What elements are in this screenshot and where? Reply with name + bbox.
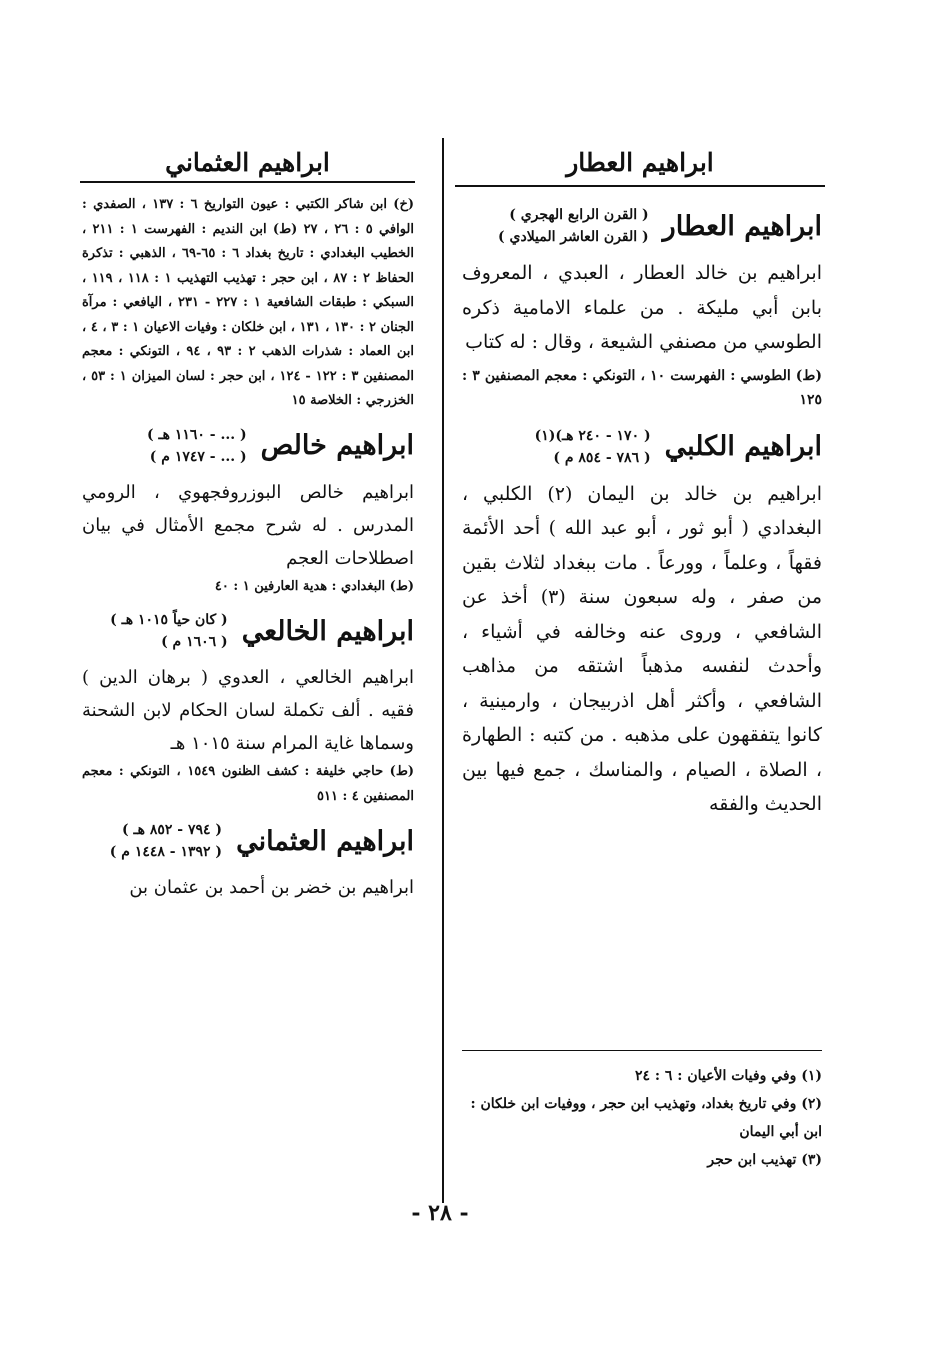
entry-dates (498, 204, 649, 248)
entry-name: ابراهيم خالص (260, 430, 414, 461)
entry-ibrahim-al-attar (462, 204, 822, 413)
running-header-right: ابراهيم العطار (566, 148, 714, 177)
entry-body: ابراهيم بن خضر بن أحمد بن عثمان بن (129, 877, 414, 898)
date-gregorian: ( ٧٨٦ - ٨٥٤ م ) (553, 449, 651, 466)
entry-title (462, 204, 822, 248)
footnote-rule (462, 1050, 822, 1051)
date-hijri: ( ١٧٠ - ٢٤٠ هـ)(١) (534, 427, 651, 444)
entry-sources: (ط) الطوسي : الفهرست ١٠ ، التونكي : معجم المصنفين ٣ : ١٢٥ (462, 367, 823, 408)
date-gregorian: ( القرن العاشر الميلادي ) (498, 229, 649, 245)
entry-title (462, 425, 822, 469)
page-number: - ٢٨ - (411, 1200, 469, 1226)
entry-name: ابراهيم العثماني (236, 825, 414, 857)
entry-dates (147, 424, 247, 468)
entry-sources: (ط) حاجي خليفة : كشف الظنون ١٥٤٩ ، التونكي : معجم المصنفين ٤ : ٥١١ (82, 764, 414, 804)
entry-title (82, 819, 414, 863)
entry-body: ابراهيم بن خالد العطار ، العبدي ، المعروف بابن أبي مليكة . من علماء الامامية ذكره الطوسي من مصنفي الشيعة ، وقال : له كتاب (462, 262, 822, 353)
entry-ibrahim-al-khaliI (82, 609, 414, 809)
footnote: (١) وفي وفيات الأعيان : ٦ : ٢٤ (634, 1068, 822, 1084)
entry-name: ابراهيم الخالعي (241, 615, 414, 647)
entry-dates (110, 819, 222, 863)
entry-dates (535, 425, 651, 469)
date-hijri: ( ٧٩٤ - ٨٥٢ هـ ) (122, 822, 223, 838)
column-divider (442, 138, 444, 1203)
date-hijri: ( القرن الرابع الهجري ) (509, 207, 649, 223)
entry-ibrahim-khalis (82, 424, 414, 600)
date-hijri: ( ... - ١١٦٠ هـ ) (146, 426, 247, 443)
entry-name: ابراهيم العطار (662, 210, 822, 242)
entry-sources: (ط) البغدادي : هدية العارفين ١ : ٤٠ (214, 578, 414, 594)
footnote: (٣) تهذيب ابن حجر (707, 1152, 822, 1168)
right-column (462, 200, 822, 822)
footnotes (462, 1062, 822, 1174)
entry-ibrahim-al-uthmani (82, 819, 414, 904)
date-gregorian: ( ... - ١٧٤٧ م ) (149, 448, 247, 465)
continuation-sources: (خ) ابن شاكر الكتبي : عيون التواريخ ٦ : ١٣٧ ، الصفدي : الوافي ٥ : ٢٦ ، ٢٧ (ط) ابن النديم : الفهرست ١ : ٢١١ ، الخطيب البغدادي : تاريخ بغداد ٦ : ٦٥-٦٩ ، الذهبي : تذكرة الحفاظ ٢ : ٨٧ ، ابن حجر : تهذيب التهذيب ١ : ١١٨ ، ١١٩ ، السبكي : طبقات الشافعية ١ : ٢٢٧ - ٢٣١ ، اليافعي : مرآة الجنان ٢ : ١٣٠ ، ١٣١ ، ابن خلكان : وفيات الاعيان ١ : ٣ ، ٤ ، ابن العماد : شذرات الذهب ٢ : ٩٣ ، ٩٤ ، التونكي : معجم المصنفين ٣ : ١٢٢ - ١٢٤ ، ابن حجر : لسان الميزان ١ : ٥٣ ، الخزرجي : الخلاصة ١٥ (82, 197, 415, 408)
entry-title (82, 424, 414, 468)
entry-body: ابراهيم الخالعي ، العدوي ( برهان الدين ) فقيه . ألف تكملة لسان الحكام لابن الشحنة وسماها غاية المرام سنة ١٠١٥ هـ (82, 667, 414, 754)
date-gregorian: ( ١٣٩٢ - ١٤٤٨ م ) (109, 844, 223, 860)
header-rule-left (80, 181, 415, 183)
entry-body: ابراهيم بن خالد بن اليمان (٢) الكلبي ، البغدادي ( أبو ثور ، أبو عبد الله ) أحد الأئمة فقهاً ، وعلماً ، وورعاً . مات ببغداد لثلاث بقين من صفر ، وله سبعون سنة (٣) أخذ عن الشافعي ، وروى عنه وخالفه في أشياء ، وأحدث لنفسه مذهباً اشتقه من مذاهب الشافعي ، وأكثر أهل اذربيجان ، وارمينية ، كانوا يتفقهون على مذهبه . من كتبه : الطهارة ، الصلاة ، الصيام ، والمناسك ، جمع فيها بين الحديث والفقه (462, 482, 822, 815)
entry-ibrahim-al-kalbi (462, 425, 822, 822)
entry-name: ابراهيم الكلبي (664, 431, 822, 462)
date-hijri: ( كان حياً ١٠١٥ هـ ) (110, 612, 228, 628)
running-header-left: ابراهيم العثماني (165, 148, 330, 177)
entry-title (82, 609, 414, 653)
entry-dates (110, 609, 228, 653)
date-gregorian: ( ١٦٠٦ م ) (161, 634, 228, 650)
footnote: (٢) وفي تاريخ بغداد، وتهذيب ابن حجر ، ووفيات ابن خلكان : ابن أبي اليمان (470, 1096, 822, 1140)
left-column (82, 193, 414, 904)
entry-body: ابراهيم خالص البوزروفجهوي ، الرومي المدرس . له شرح مجمع الأمثال في بيان اصطلاحات العجم (82, 481, 414, 569)
header-rule-right (455, 185, 825, 187)
